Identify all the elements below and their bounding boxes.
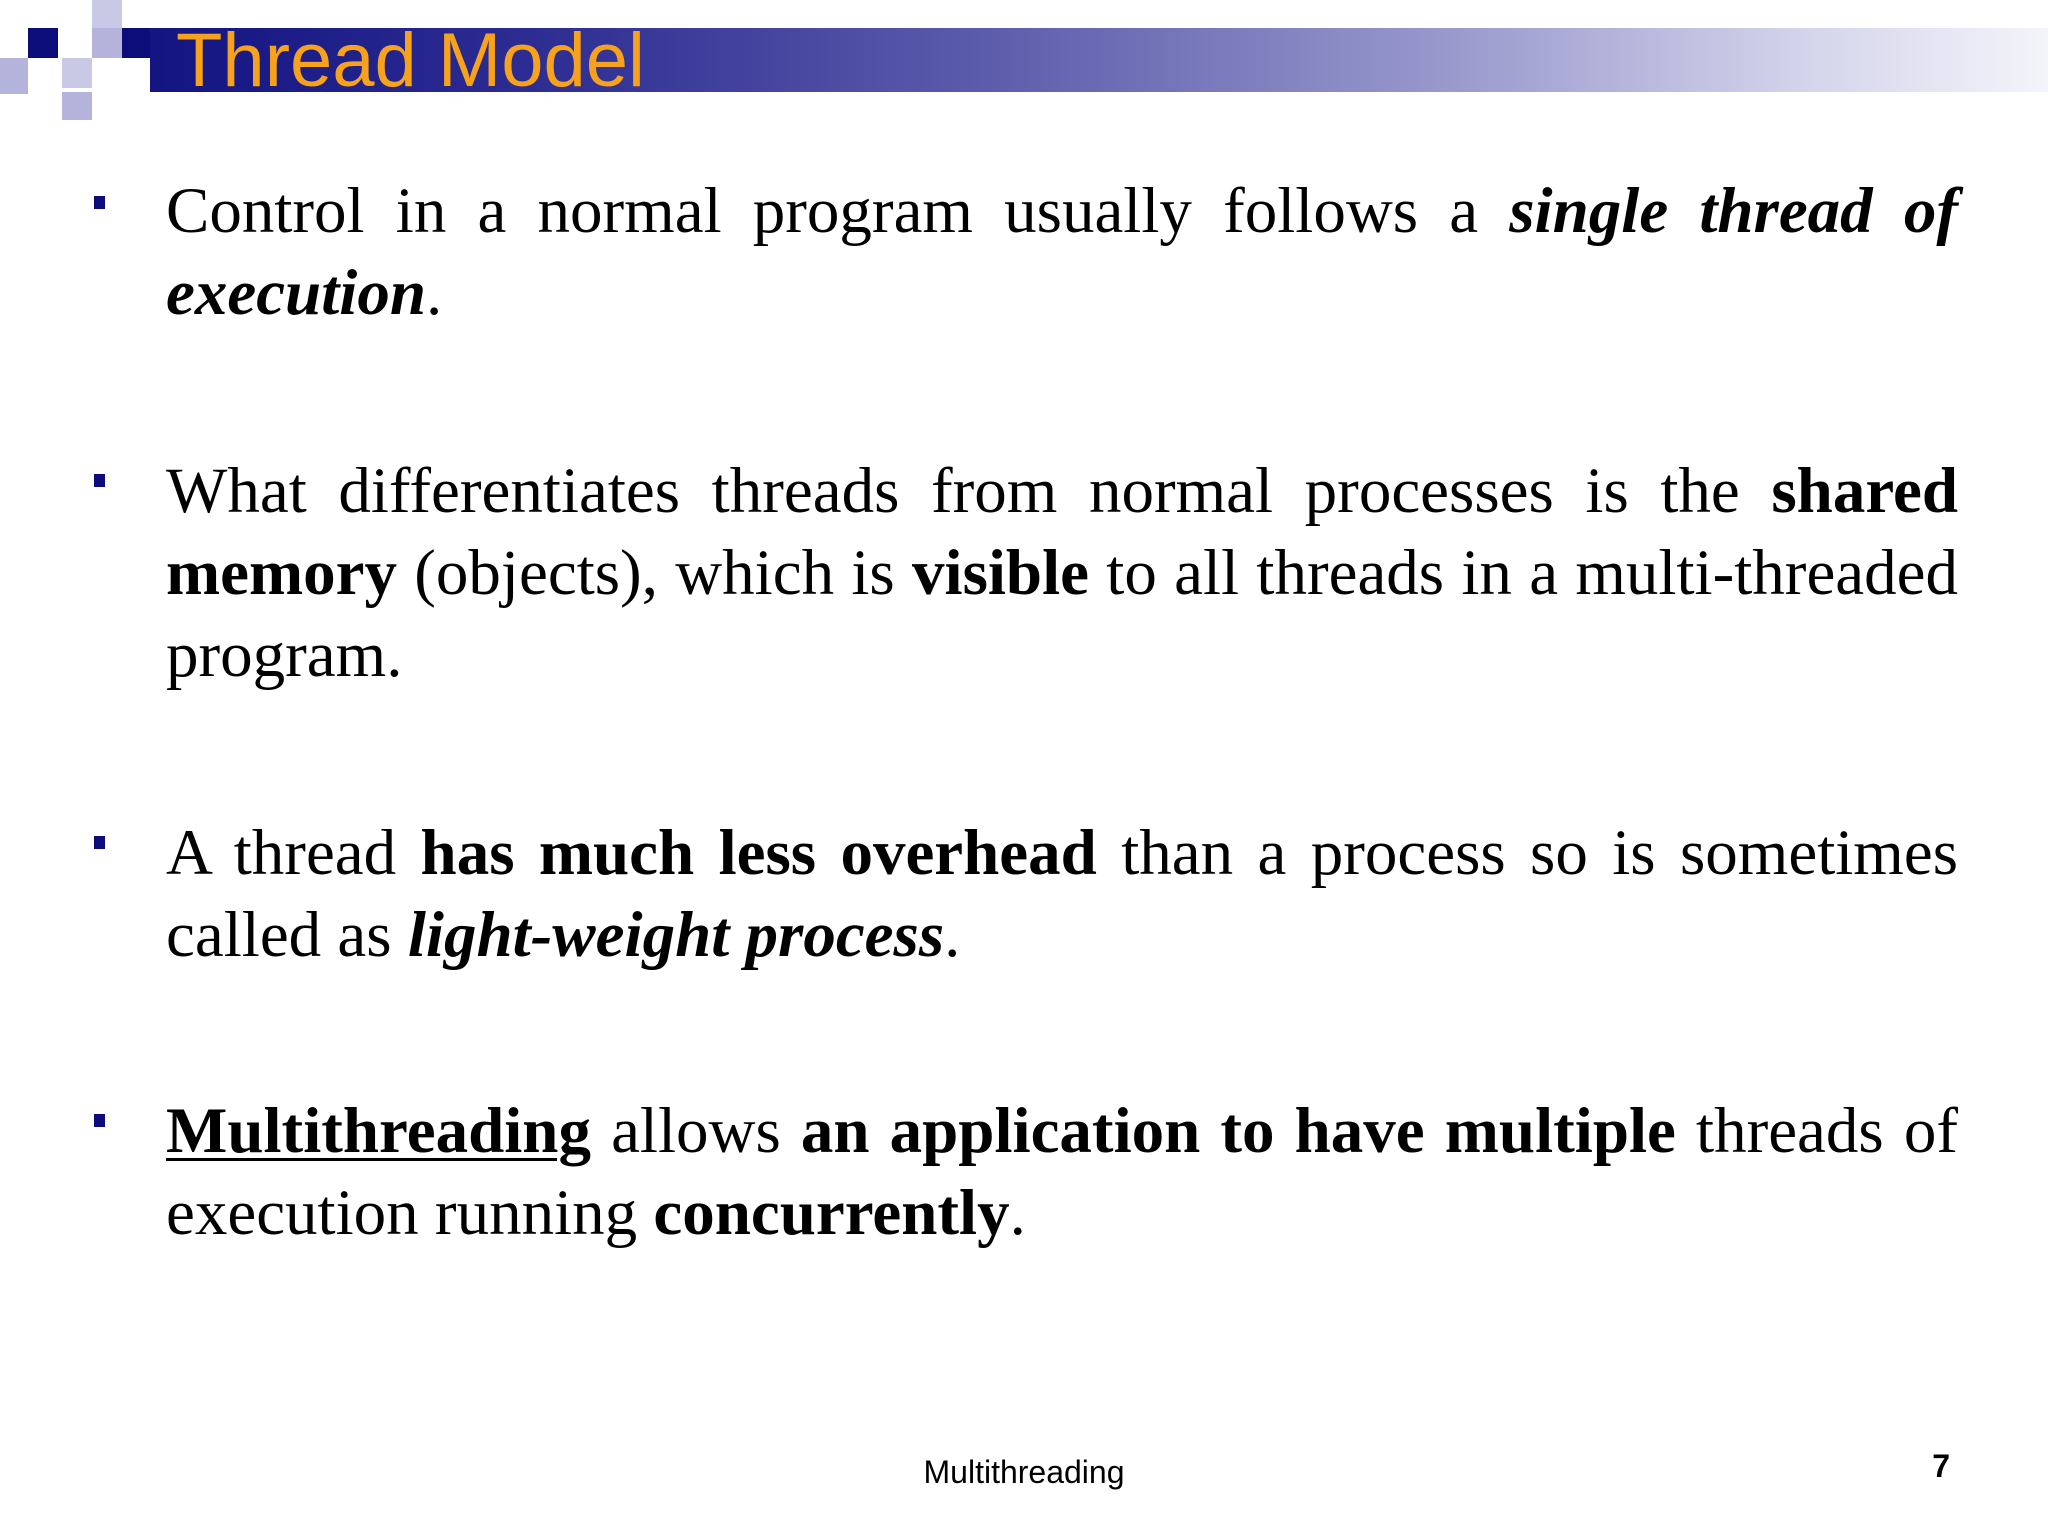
bullet-text-segment: A thread xyxy=(166,817,421,889)
bullet-marker xyxy=(94,196,105,209)
corner-square-dark xyxy=(28,28,58,58)
page-number: 7 xyxy=(1932,1448,1950,1484)
bullet-text-segment: to all threads in a multi-threaded program. xyxy=(166,537,1958,691)
bullet-text-segment: threads of execution running xyxy=(166,1095,1958,1249)
bullet-text-segment: has much less overhead xyxy=(420,817,1097,889)
bullet-text-segment: . xyxy=(425,257,443,329)
bullet-text-segment: allows xyxy=(590,1095,801,1167)
bullet-text-segment: . xyxy=(1009,1177,1026,1249)
corner-square-light xyxy=(62,58,92,88)
bullet-text-segment: shared memory xyxy=(166,455,1958,609)
bullet-marker xyxy=(94,1114,105,1127)
bullet-text xyxy=(166,450,1958,696)
bullet-text xyxy=(166,812,1958,976)
corner-square-light xyxy=(0,58,28,94)
bullet-marker xyxy=(94,474,105,487)
bullet-text xyxy=(166,170,1958,334)
corner-square-dark xyxy=(122,28,152,58)
bullet-text-segment: than a process so is sometimes called as xyxy=(166,817,1959,971)
bullet-text-segment: an application to have multiple xyxy=(800,1095,1676,1167)
bullet-text-segment: What differentiates threads from normal processes is the xyxy=(166,455,1772,527)
bullet-text-segment: Control in a normal program usually follows a xyxy=(166,175,1510,247)
bullet-text-segment: visible xyxy=(912,537,1089,609)
bullet-text-segment: single thread of execution xyxy=(166,175,1958,329)
corner-square-light xyxy=(92,0,122,28)
bullet-text-segment: (objects), which is xyxy=(397,537,913,609)
bullet-text-segment: . xyxy=(944,899,961,971)
bullet-text-segment: concurrently xyxy=(653,1177,1010,1249)
footer-title: Multithreading xyxy=(923,1454,1125,1490)
corner-square-light xyxy=(92,28,122,58)
bullet-text-segment: Multithreading xyxy=(166,1095,591,1167)
bullet-marker xyxy=(94,836,105,849)
bullet-text xyxy=(166,1090,1958,1254)
bullet-text-segment: light-weight process xyxy=(407,899,945,971)
corner-square-light xyxy=(62,92,92,120)
slide-title: Thread Model xyxy=(176,18,645,103)
